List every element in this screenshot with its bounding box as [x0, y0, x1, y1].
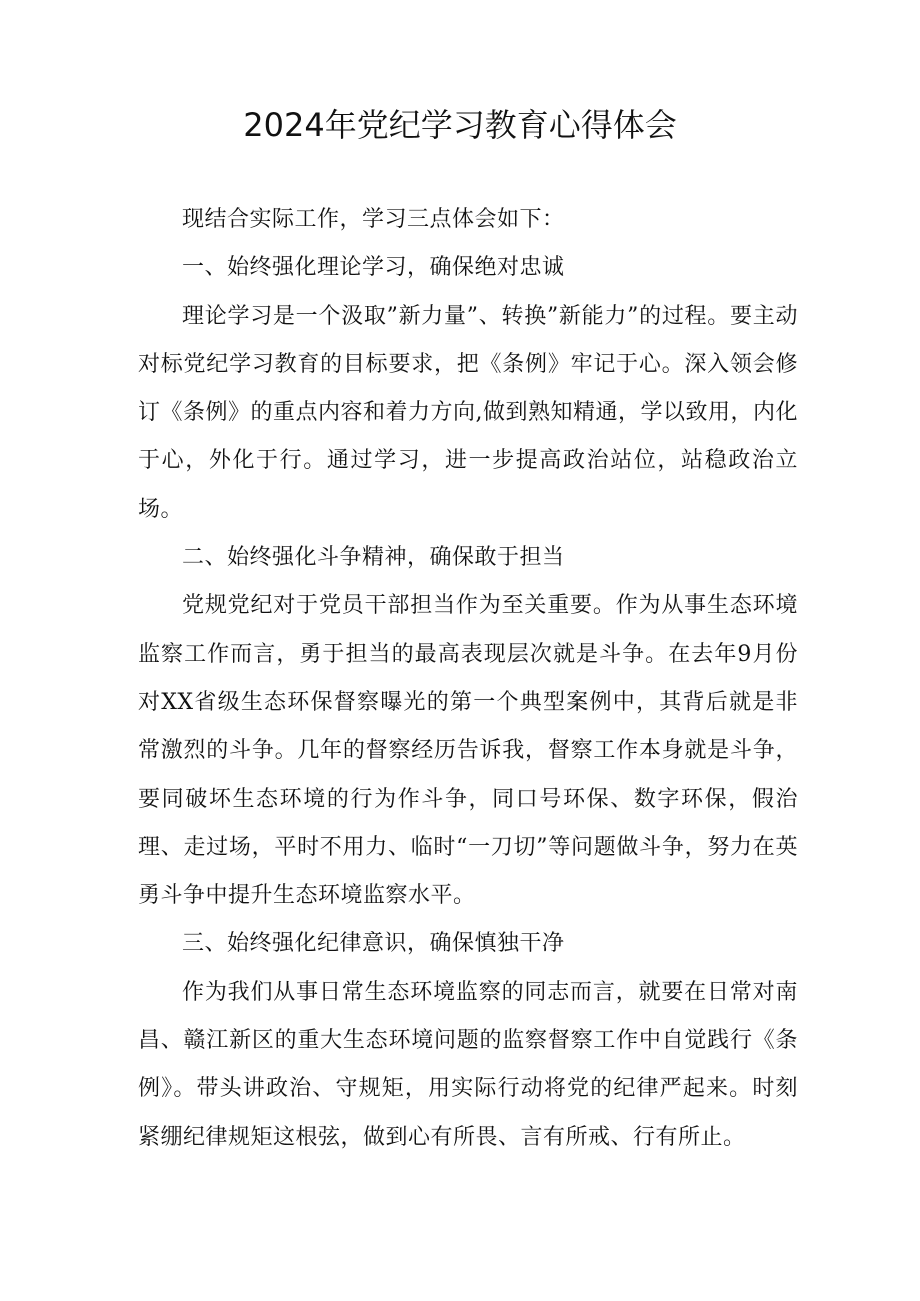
document-body [138, 196, 798, 1162]
section-paragraph-2: 党规党纪对于党员干部担当作为至关重要。作为从事生态环境监察工作而言，勇于担当的最高表现层次就是斗争。在去年9月份对XX省级生态环保督察曝光的第一个典型案例中，其背后就是非常激烈的斗争。几年的督察经历告诉我，督察工作本身就是斗争，要同破坏生态环境的行为作斗争，同口号环保、数字环保，假治理、走过场，平时不用力、临时“一刀切”等问题做斗争，努力在英勇斗争中提升生态环境监察水平。 [138, 593, 798, 909]
section-paragraph-3: 作为我们从事日常生态环境监察的同志而言，就要在日常对南昌、赣江新区的重大生态环境问题的监察督察工作中自觉践行《条例》。带头讲政治、守规矩，用实际行动将党的纪律严起来。时刻紧绷纪律规矩这根弦，做到心有所畏、言有所戒、行有所止。 [138, 979, 798, 1150]
intro-paragraph: 现结合实际工作，学习三点体会如下： [182, 207, 565, 232]
section-heading-3: 三、始终强化纪律意识，确保慎独干净 [182, 931, 565, 957]
section-paragraph-1: 理论学习是一个汲取”新力量”、转换”新能力”的过程。要主动对标党纪学习教育的目标要求，把《条例》牢记于心。深入领会修订《条例》的重点内容和着力方向,做到熟知精通，学以致用，内化于心，外化于行。通过学习，进一步提高政治站位，站稳政治立场。 [138, 303, 798, 522]
section-heading-2: 二、始终强化斗争精神，确保敢于担当 [182, 545, 565, 571]
document-title: 2024年党纪学习教育心得体会 [243, 106, 677, 144]
section-heading-1: 一、始终强化理论学习，确保绝对忠诚 [182, 255, 565, 281]
